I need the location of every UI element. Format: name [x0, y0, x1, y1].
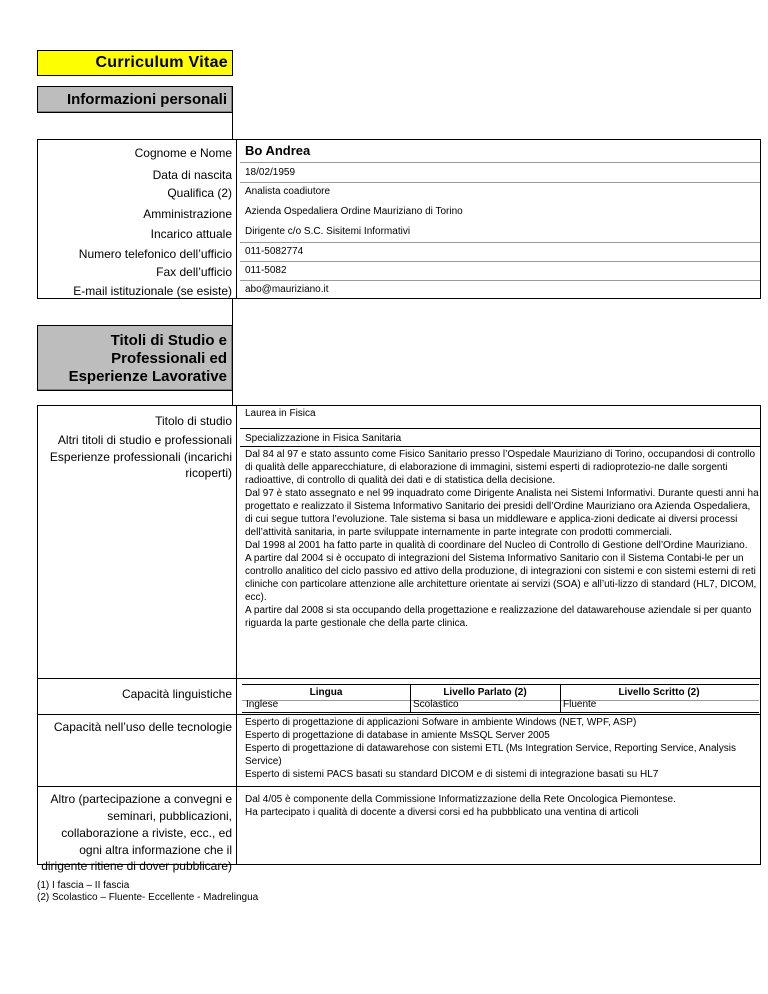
row-line: [240, 261, 760, 262]
value-amministrazione: Azienda Ospedaliera Ordine Mauriziano di Torino: [245, 206, 463, 217]
table-border: [37, 139, 38, 299]
label-altro-1: Altro (partecipazione a convegni e: [50, 792, 232, 806]
label-altro-2: seminari, pubblicazioni,: [107, 809, 232, 823]
table-divider: [236, 139, 237, 299]
table-border: [760, 405, 761, 865]
value-altri-titoli: Specializzazione in Fisica Sanitaria: [245, 433, 402, 444]
tecnologia-line: Esperto di sistemi PACS basati su standard DICOM e di sistemi di integrazione basati su HL7: [245, 769, 659, 780]
esperienze-text: [245, 448, 760, 630]
lang-table-line: [242, 700, 759, 701]
esperienza-paragraph: Dal 1998 al 2001 ha fatto parte in qualità di coordinare del Nucleo di Controllo di Gestione dell’Ordine Mauriziano.: [245, 540, 748, 551]
label-esperienze-2: ricoperti): [185, 466, 232, 480]
row-line: [240, 280, 760, 281]
label-titolo-studio: Titolo di studio: [155, 414, 232, 428]
value-email: abo@mauriziano.it: [245, 284, 329, 295]
label-amministrazione: Amministrazione: [143, 207, 232, 221]
table-border: [37, 405, 761, 406]
row-line: [240, 242, 760, 243]
section-studies-header: [37, 325, 233, 391]
value-telefono: 011-5082774: [245, 246, 304, 257]
esperienza-paragraph: Dal 97 è stato assegnato e nel 99 inquadrato come Dirigente Analista nei Sistemi Informativi. Durante questi anni ha progettato e realizzato il Sistema Informativo Sanitario dei presidi dell’Ordine Mauriziano ora Azienda Ospedaliera, di cui segue tuttora l’evoluzione. Tale sistema si basa un middleware e applica-zioni dedicate ai diversi processi dell’attività sanitaria, in parte sviluppate internamente in parte integrate con prodotti commerciali.: [245, 488, 759, 538]
label-esperienze-1: Esperienze professionali (incarichi: [49, 450, 232, 464]
lang-value-parlato: Scolastico: [413, 699, 459, 710]
row-line: [37, 714, 761, 715]
label-altro-4: ogni altra informazione che il: [79, 843, 232, 857]
label-cognome: Cognome e Nome: [134, 146, 232, 160]
label-fax: Fax dell’ufficio: [156, 265, 232, 279]
row-line: [240, 446, 760, 447]
lang-table-border: [242, 712, 759, 713]
tecnologia-line: Esperto di progettazione di datawarehose con sistemi ETL (Ms Integration Service, Reporting Service, Analysis Service): [245, 743, 736, 767]
label-incarico: Incarico attuale: [150, 227, 232, 241]
esperienza-paragraph: A partire dal 2004 si è occupato di integrazioni del Sistema Informativo Sanitario con il Sistema Contabi-le per un controllo analitico del ciclo passivo ed attivo della produzione, di integrazioni con sistemi e con sistemi esterni di reti cliniche con particolare attenzione alle architetture orientate ai servizi (SOA) e all’uti-lizzo di standard (HL7, DICOM, ecc).: [245, 553, 757, 603]
divider: [232, 298, 233, 325]
label-tecnologie: Capacità nell’uso delle tecnologie: [53, 720, 232, 734]
section-studies-title-3: Esperienze Lavorative: [68, 368, 227, 385]
value-incarico: Dirigente c/o S.C. Sisitemi Informativi: [245, 226, 411, 237]
footnote-2: (2) Scolastico – Fluente- Eccellente - Madrelingua: [37, 892, 259, 903]
value-fax: 011-5082: [245, 265, 287, 276]
row-line: [240, 182, 760, 183]
label-altri-titoli: Altri titoli di studio e professionali: [57, 433, 232, 447]
section-studies-title-1: Titoli di Studio e: [110, 332, 227, 349]
table-divider: [236, 405, 237, 865]
lang-header-parlato: Livello Parlato (2): [443, 687, 527, 698]
tecnologia-line: Esperto di progettazione di database in amiente MsSQL Server 2005: [245, 730, 550, 741]
label-altro-3: collaborazione a riviste, ecc., ed: [61, 826, 232, 840]
section-studies-title-2: Professionali ed: [111, 350, 227, 367]
footnote-1: (1) I fascia – II fascia: [37, 880, 130, 891]
value-qualifica: Analista coadiutore: [245, 186, 331, 197]
value-titolo-studio: Laurea in Fisica: [245, 408, 316, 419]
label-email: E-mail istituzionale (se esiste): [73, 284, 232, 298]
lang-header-scritto: Livello Scritto (2): [618, 687, 700, 698]
row-line: [240, 162, 760, 163]
section-personal-title: Informazioni personali: [66, 91, 227, 108]
label-lingue: Capacità linguistiche: [121, 687, 232, 701]
row-line: [37, 786, 761, 787]
row-line: [240, 428, 760, 429]
table-border: [37, 405, 38, 865]
table-border: [37, 139, 761, 140]
label-altro-5: dirigente ritiene di dover pubblicare): [41, 859, 232, 873]
label-qualifica: Qualifica (2): [167, 186, 232, 200]
table-border: [760, 139, 761, 299]
lang-value-scritto: Fluente: [563, 699, 597, 710]
cv-title-box: [37, 50, 233, 76]
tecnologie-text: [245, 716, 755, 781]
divider: [232, 113, 233, 139]
label-nascita: Data di nascita: [152, 168, 232, 182]
section-personal-header: [37, 86, 233, 113]
row-line: [37, 678, 761, 679]
altro-line: Dal 4/05 è componente della Commissione Informatizzazione della Rete Oncologica Piemontese.: [245, 794, 676, 805]
lang-table-border: [242, 684, 759, 685]
altro-line: Ha partecipato i qualità di docente a diversi corsi ed ha pubbblicato una ventina di articoli: [245, 807, 639, 818]
esperienza-paragraph: Dal 84 al 97 e stato assunto come Fisico Sanitario presso l’Ospedale Mauriziano di Torino, occupandosi di controllo di qualità delle apparecchiature, di elaborazione di immagini, sistemi esperti di radioprotezio-ne dalle sorgenti radioattive, di controllo di qualità dei dati e di statistica della decisione.: [245, 449, 756, 486]
cv-title: Curriculum Vitae: [95, 54, 228, 71]
label-telefono: Numero telefonico dell’ufficio: [78, 247, 232, 261]
lang-value-lingua: Inglese: [246, 699, 279, 710]
lang-header-lingua: Lingua: [309, 687, 343, 698]
divider: [232, 391, 233, 405]
value-nascita: 18/02/1959: [245, 167, 296, 178]
tecnologia-line: Esperto di progettazione di applicazioni Sofware in ambiente Windows (NET, WPF, ASP): [245, 717, 637, 728]
value-cognome: Bo Andrea: [245, 143, 311, 158]
esperienza-paragraph: A partire dal 2008 si sta occupando della progettazione e realizzazione del datawarehouse aziendale si per quanto riguarda la parte gestionale che della parte clinica.: [245, 605, 752, 629]
